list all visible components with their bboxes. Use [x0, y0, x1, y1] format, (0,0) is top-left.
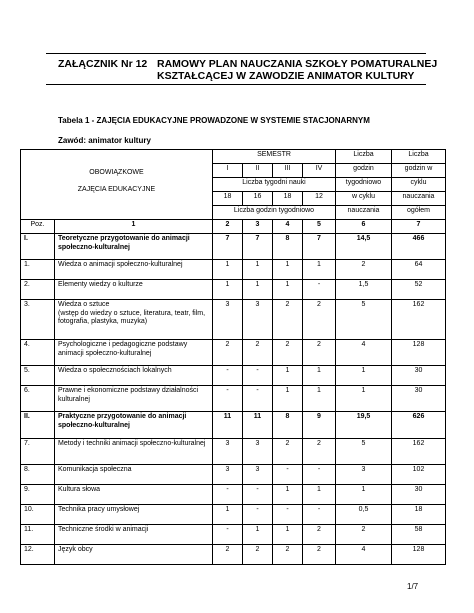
semester-hours-2: 7	[243, 234, 273, 260]
subject-name: Technika pracy umysłowej	[55, 505, 213, 525]
weekly-hours-cycle: 2	[336, 260, 392, 280]
table-row	[21, 300, 446, 340]
semester-hours-2: -	[243, 485, 273, 505]
curriculum-table	[20, 149, 446, 565]
subject-name: Język obcy	[55, 545, 213, 565]
weekly-hours-cycle: 1	[336, 485, 392, 505]
annex-label: ZAŁĄCZNIK Nr 12	[58, 58, 148, 70]
table-row	[21, 280, 446, 300]
semester-hours-3: 1	[273, 485, 303, 505]
column-number-row	[21, 220, 446, 234]
semester-hours-1: -	[213, 485, 243, 505]
weekly-hours-cycle: 19,5	[336, 412, 392, 439]
col-num-2: 2	[213, 220, 243, 234]
row-position: 12.	[21, 545, 55, 565]
total-hours: 58	[392, 525, 446, 545]
header-sem-2: II	[243, 164, 273, 178]
table-row	[21, 439, 446, 465]
semester-hours-2: 3	[243, 439, 273, 465]
header-c6-line2: godzin	[336, 164, 392, 178]
header-weeks-2: 16	[243, 192, 273, 206]
table-row	[21, 545, 446, 565]
header-weeks-1: 18	[213, 192, 243, 206]
subject-name: Techniczne środki w animacji	[55, 525, 213, 545]
total-hours: 64	[392, 260, 446, 280]
subject-name: Komunikacja społeczna	[55, 465, 213, 485]
total-hours: 30	[392, 386, 446, 412]
semester-hours-3: 2	[273, 545, 303, 565]
row-position: 8.	[21, 465, 55, 485]
semester-hours-1: 3	[213, 300, 243, 340]
header-c7-line2: godzin w	[392, 164, 446, 178]
title-line-1: RAMOWY PLAN NAUCZANIA SZKOŁY POMATURALNEJ	[157, 58, 438, 70]
semester-hours-4: 2	[303, 300, 336, 340]
header-c6-line5: nauczania	[336, 206, 392, 220]
total-hours: 30	[392, 366, 446, 386]
header-sem-1: I	[213, 164, 243, 178]
semester-hours-2: 3	[243, 465, 273, 485]
row-position: II.	[21, 412, 55, 439]
semester-hours-3: 8	[273, 234, 303, 260]
total-hours: 626	[392, 412, 446, 439]
weekly-hours-cycle: 1,5	[336, 280, 392, 300]
table-row	[21, 234, 446, 260]
total-hours: 466	[392, 234, 446, 260]
semester-hours-2: 11	[243, 412, 273, 439]
subject-name: Wiedza o społecznościach lokalnych	[55, 366, 213, 386]
row-position: 9.	[21, 485, 55, 505]
total-hours: 162	[392, 300, 446, 340]
header-c7-line3: cyklu	[392, 178, 446, 192]
semester-hours-4: 1	[303, 366, 336, 386]
semester-hours-1: 11	[213, 412, 243, 439]
semester-hours-3: 2	[273, 439, 303, 465]
semester-hours-4: -	[303, 465, 336, 485]
semester-hours-1: 2	[213, 545, 243, 565]
table-row	[21, 505, 446, 525]
header-top-rule	[46, 53, 426, 54]
total-hours: 102	[392, 465, 446, 485]
subject-name: Elementy wiedzy o kulturze	[55, 280, 213, 300]
header-liczba-godzin: Liczba godzin tygodniowo	[213, 206, 336, 220]
row-position: I.	[21, 234, 55, 260]
subject-name: Metody i techniki animacji społeczno-kulturalnej	[55, 439, 213, 465]
weekly-hours-cycle: 0,5	[336, 505, 392, 525]
document-title	[157, 58, 437, 82]
header-c6-line4: w cyklu	[336, 192, 392, 206]
semester-hours-4: 1	[303, 260, 336, 280]
header-sem-4: IV	[303, 164, 336, 178]
semester-hours-3: -	[273, 465, 303, 485]
weekly-hours-cycle: 3	[336, 465, 392, 485]
row-position: 10.	[21, 505, 55, 525]
semester-hours-3: 1	[273, 386, 303, 412]
weekly-hours-cycle: 4	[336, 340, 392, 366]
semester-hours-3: 8	[273, 412, 303, 439]
header-obowiazkowe: OBOWIĄZKOWE	[89, 169, 144, 176]
table-row	[21, 260, 446, 280]
semester-hours-4: 1	[303, 485, 336, 505]
subject-name: Teoretyczne przygotowanie do animacji społeczno-kulturalnej	[55, 234, 213, 260]
semester-hours-1: 3	[213, 439, 243, 465]
semester-hours-1: -	[213, 366, 243, 386]
semester-hours-2: -	[243, 505, 273, 525]
col-num-5: 5	[303, 220, 336, 234]
weekly-hours-cycle: 1	[336, 386, 392, 412]
total-hours: 18	[392, 505, 446, 525]
semester-hours-1: -	[213, 525, 243, 545]
semester-hours-1: 2	[213, 340, 243, 366]
weekly-hours-cycle: 4	[336, 545, 392, 565]
subject-name: Kultura słowa	[55, 485, 213, 505]
subject-name: Prawne i ekonomiczne podstawy działalności kulturalnej	[55, 386, 213, 412]
col-num-4: 4	[273, 220, 303, 234]
row-position: 7.	[21, 439, 55, 465]
semester-hours-3: 2	[273, 340, 303, 366]
header-bottom-rule	[46, 84, 426, 85]
subject-name: Wiedza o animacji społeczno-kulturalnej	[55, 260, 213, 280]
table-row	[21, 525, 446, 545]
weekly-hours-cycle: 14,5	[336, 234, 392, 260]
header-liczba-tygodni: Liczba tygodni nauki	[213, 178, 336, 192]
semester-hours-3: -	[273, 505, 303, 525]
table-row	[21, 386, 446, 412]
semester-hours-4: 1	[303, 386, 336, 412]
col-num-poz: Poz.	[21, 220, 55, 234]
semester-hours-1: -	[213, 386, 243, 412]
header-c7-line4: nauczania	[392, 192, 446, 206]
header-c7-line5: ogółem	[392, 206, 446, 220]
semester-hours-3: 2	[273, 300, 303, 340]
header-c6-line3: tygodniowo	[336, 178, 392, 192]
semester-hours-3: 1	[273, 260, 303, 280]
semester-hours-3: 1	[273, 280, 303, 300]
subject-name: Praktyczne przygotowanie do animacji społeczno-kulturalnej	[55, 412, 213, 439]
semester-hours-2: -	[243, 366, 273, 386]
semester-hours-2: -	[243, 386, 273, 412]
semester-hours-3: 1	[273, 525, 303, 545]
header-c6-line1: Liczba	[336, 150, 392, 164]
table-row	[21, 465, 446, 485]
col-num-6: 6	[336, 220, 392, 234]
header-zajecia: ZAJĘCIA EDUKACYJNE	[77, 185, 156, 193]
semester-hours-1: 3	[213, 465, 243, 485]
header-weeks-4: 12	[303, 192, 336, 206]
row-position: 3.	[21, 300, 55, 340]
total-hours: 52	[392, 280, 446, 300]
row-position: 2.	[21, 280, 55, 300]
weekly-hours-cycle: 2	[336, 525, 392, 545]
row-position: 1.	[21, 260, 55, 280]
weekly-hours-cycle: 5	[336, 439, 392, 465]
semester-hours-4: -	[303, 505, 336, 525]
weekly-hours-cycle: 5	[336, 300, 392, 340]
table-row	[21, 485, 446, 505]
row-position: 4.	[21, 340, 55, 366]
semester-hours-2: 3	[243, 300, 273, 340]
semester-hours-1: 1	[213, 260, 243, 280]
page-number: 1/7	[407, 582, 419, 591]
header-semestr: SEMESTR	[213, 150, 336, 164]
semester-hours-4: 2	[303, 545, 336, 565]
semester-hours-4: -	[303, 280, 336, 300]
semester-hours-2: 2	[243, 545, 273, 565]
weekly-hours-cycle: 1	[336, 366, 392, 386]
subject-name: Psychologiczne i pedagogiczne podstawy animacji społeczno-kulturalnej	[55, 340, 213, 366]
subject-name: Wiedza o sztuce (wstęp do wiedzy o sztuce, literatura, teatr, film, fotografia, plastyka, muzyka)	[55, 300, 213, 340]
semester-hours-2: 2	[243, 340, 273, 366]
table-row	[21, 412, 446, 439]
semester-hours-1: 7	[213, 234, 243, 260]
row-position: 11.	[21, 525, 55, 545]
col-num-1: 1	[55, 220, 213, 234]
header-weeks-3: 18	[273, 192, 303, 206]
total-hours: 30	[392, 485, 446, 505]
semester-hours-2: 1	[243, 280, 273, 300]
semester-hours-1: 1	[213, 280, 243, 300]
title-line-2: KSZTAŁCĄCEJ W ZAWODZIE ANIMATOR KULTURY	[157, 70, 415, 82]
semester-hours-1: 1	[213, 505, 243, 525]
table-row	[21, 366, 446, 386]
semester-hours-2: 1	[243, 525, 273, 545]
col-num-3: 3	[243, 220, 273, 234]
semester-hours-3: 1	[273, 366, 303, 386]
total-hours: 162	[392, 439, 446, 465]
table-row	[21, 340, 446, 366]
semester-hours-4: 2	[303, 525, 336, 545]
semester-hours-2: 1	[243, 260, 273, 280]
col-num-7: 7	[392, 220, 446, 234]
total-hours: 128	[392, 545, 446, 565]
semester-hours-4: 2	[303, 439, 336, 465]
table-title: Tabela 1 - ZAJĘCIA EDUKACYJNE PROWADZONE W SYSTEMIE STACJONARNYM	[58, 116, 370, 125]
header-subjects-cell	[21, 150, 213, 220]
header-c7-line1: Liczba	[392, 150, 446, 164]
semester-hours-4: 2	[303, 340, 336, 366]
header-sem-3: III	[273, 164, 303, 178]
semester-hours-4: 9	[303, 412, 336, 439]
row-position: 5.	[21, 366, 55, 386]
row-position: 6.	[21, 386, 55, 412]
semester-hours-4: 7	[303, 234, 336, 260]
total-hours: 128	[392, 340, 446, 366]
profession-label: Zawód: animator kultury	[58, 136, 151, 145]
